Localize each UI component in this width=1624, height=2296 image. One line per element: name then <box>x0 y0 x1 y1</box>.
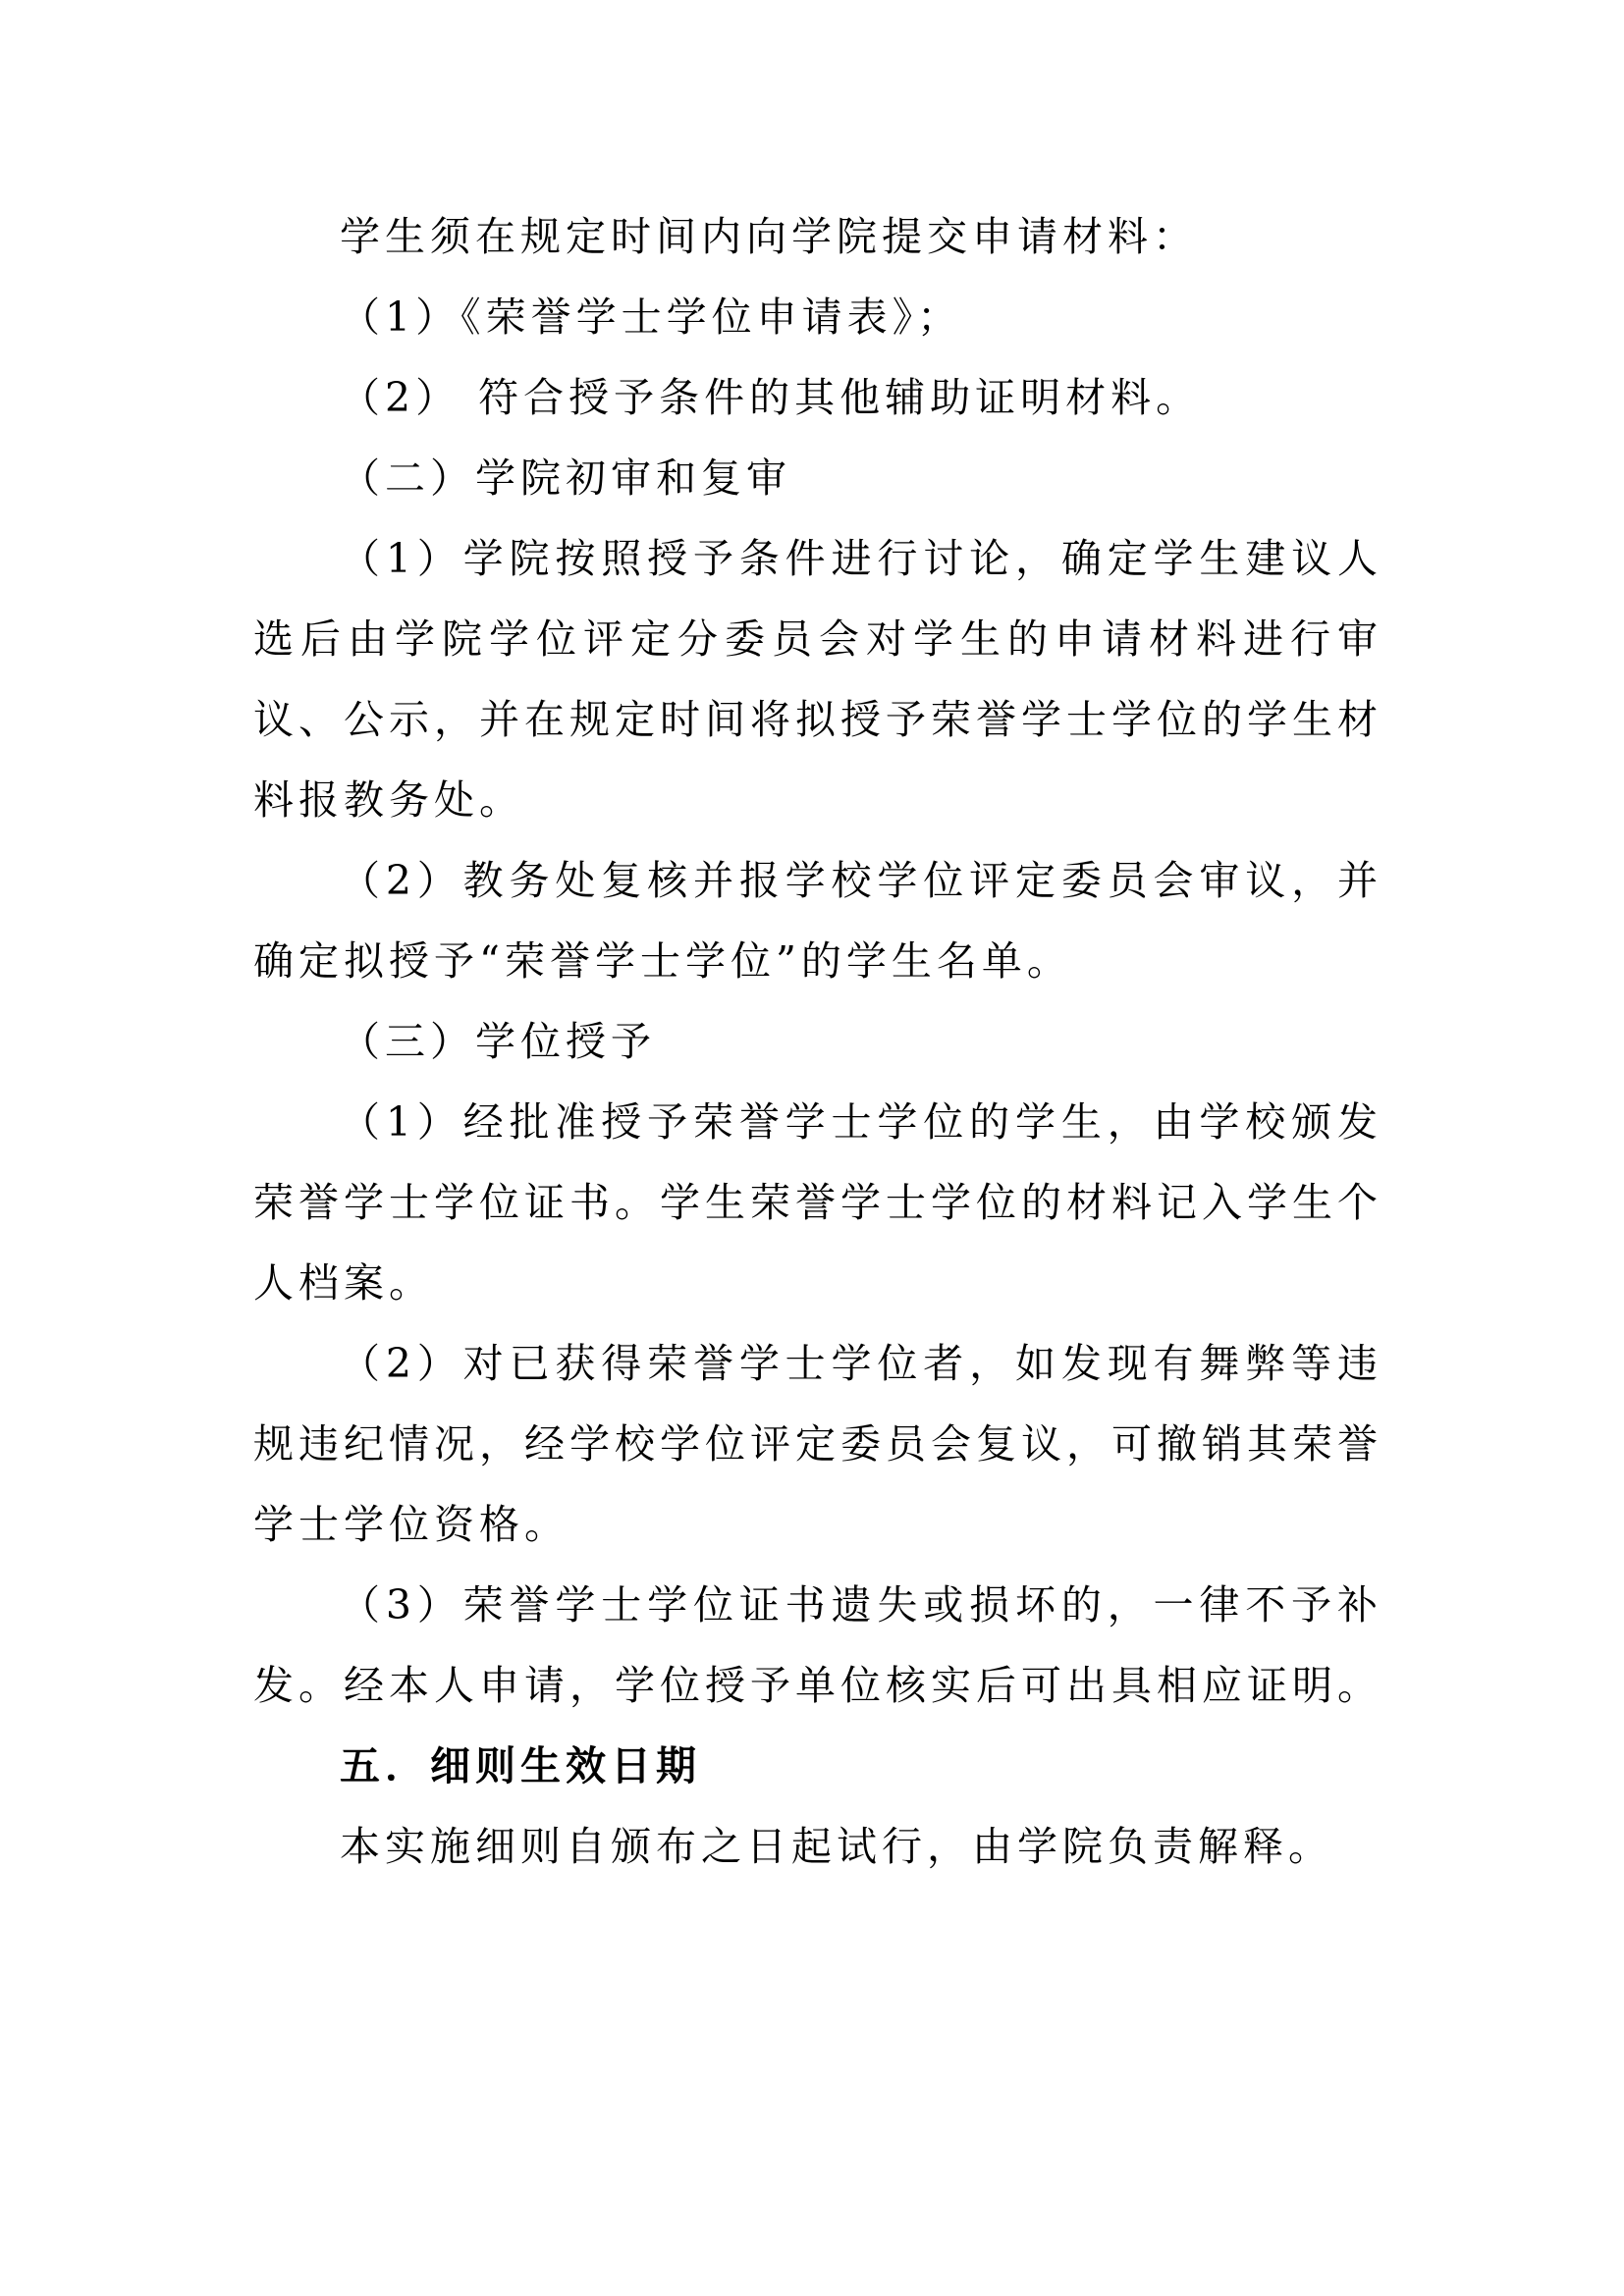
section-heading-effective-date: 五．细则生效日期 <box>340 1742 701 1789</box>
paragraph-submission-intro: 学生须在规定时间内向学院提交申请材料： <box>340 213 1198 260</box>
paragraph-supporting-materials: （2） 符合授予条件的其他辅助证明材料。 <box>340 374 1202 421</box>
paragraph-college-discussion: （1）学院按照授予条件进行讨论，确定学生建议人选后由学院学位评定分委员会对学生的申请材料进行审议、公示，并在规定时间将拟授予荣誉学士学位的学生材料报教务处。 <box>253 535 1382 824</box>
paragraph-academic-affairs-review: （2）教务处复核并报学校学位评定委员会审议，并确定拟授予“荣誉学士学位”的学生名单。 <box>253 857 1382 985</box>
paragraph-certificate-loss: （3）荣誉学士学位证书遗失或损坏的，一律不予补发。经本人申请，学位授予单位核实后可出具相应证明。 <box>253 1581 1382 1709</box>
subheading-degree-conferral: （三）学位授予 <box>340 1018 656 1065</box>
subheading-college-review: （二）学院初审和复审 <box>340 454 791 502</box>
paragraph-revocation: （2）对已获得荣誉学士学位者，如发现有舞弊等违规违纪情况，经学校学位评定委员会复议，可撤销其荣誉学士学位资格。 <box>253 1340 1382 1548</box>
document-body <box>253 196 1382 1887</box>
paragraph-application-form: （1）《荣誉学士学位申请表》； <box>340 294 963 341</box>
paragraph-closing: 本实施细则自颁布之日起试行，由学院负责解释。 <box>340 1823 1333 1870</box>
paragraph-certificate-issuance: （1）经批准授予荣誉学士学位的学生，由学校颁发荣誉学士学位证书。学生荣誉学士学位的材料记入学生个人档案。 <box>253 1098 1382 1307</box>
